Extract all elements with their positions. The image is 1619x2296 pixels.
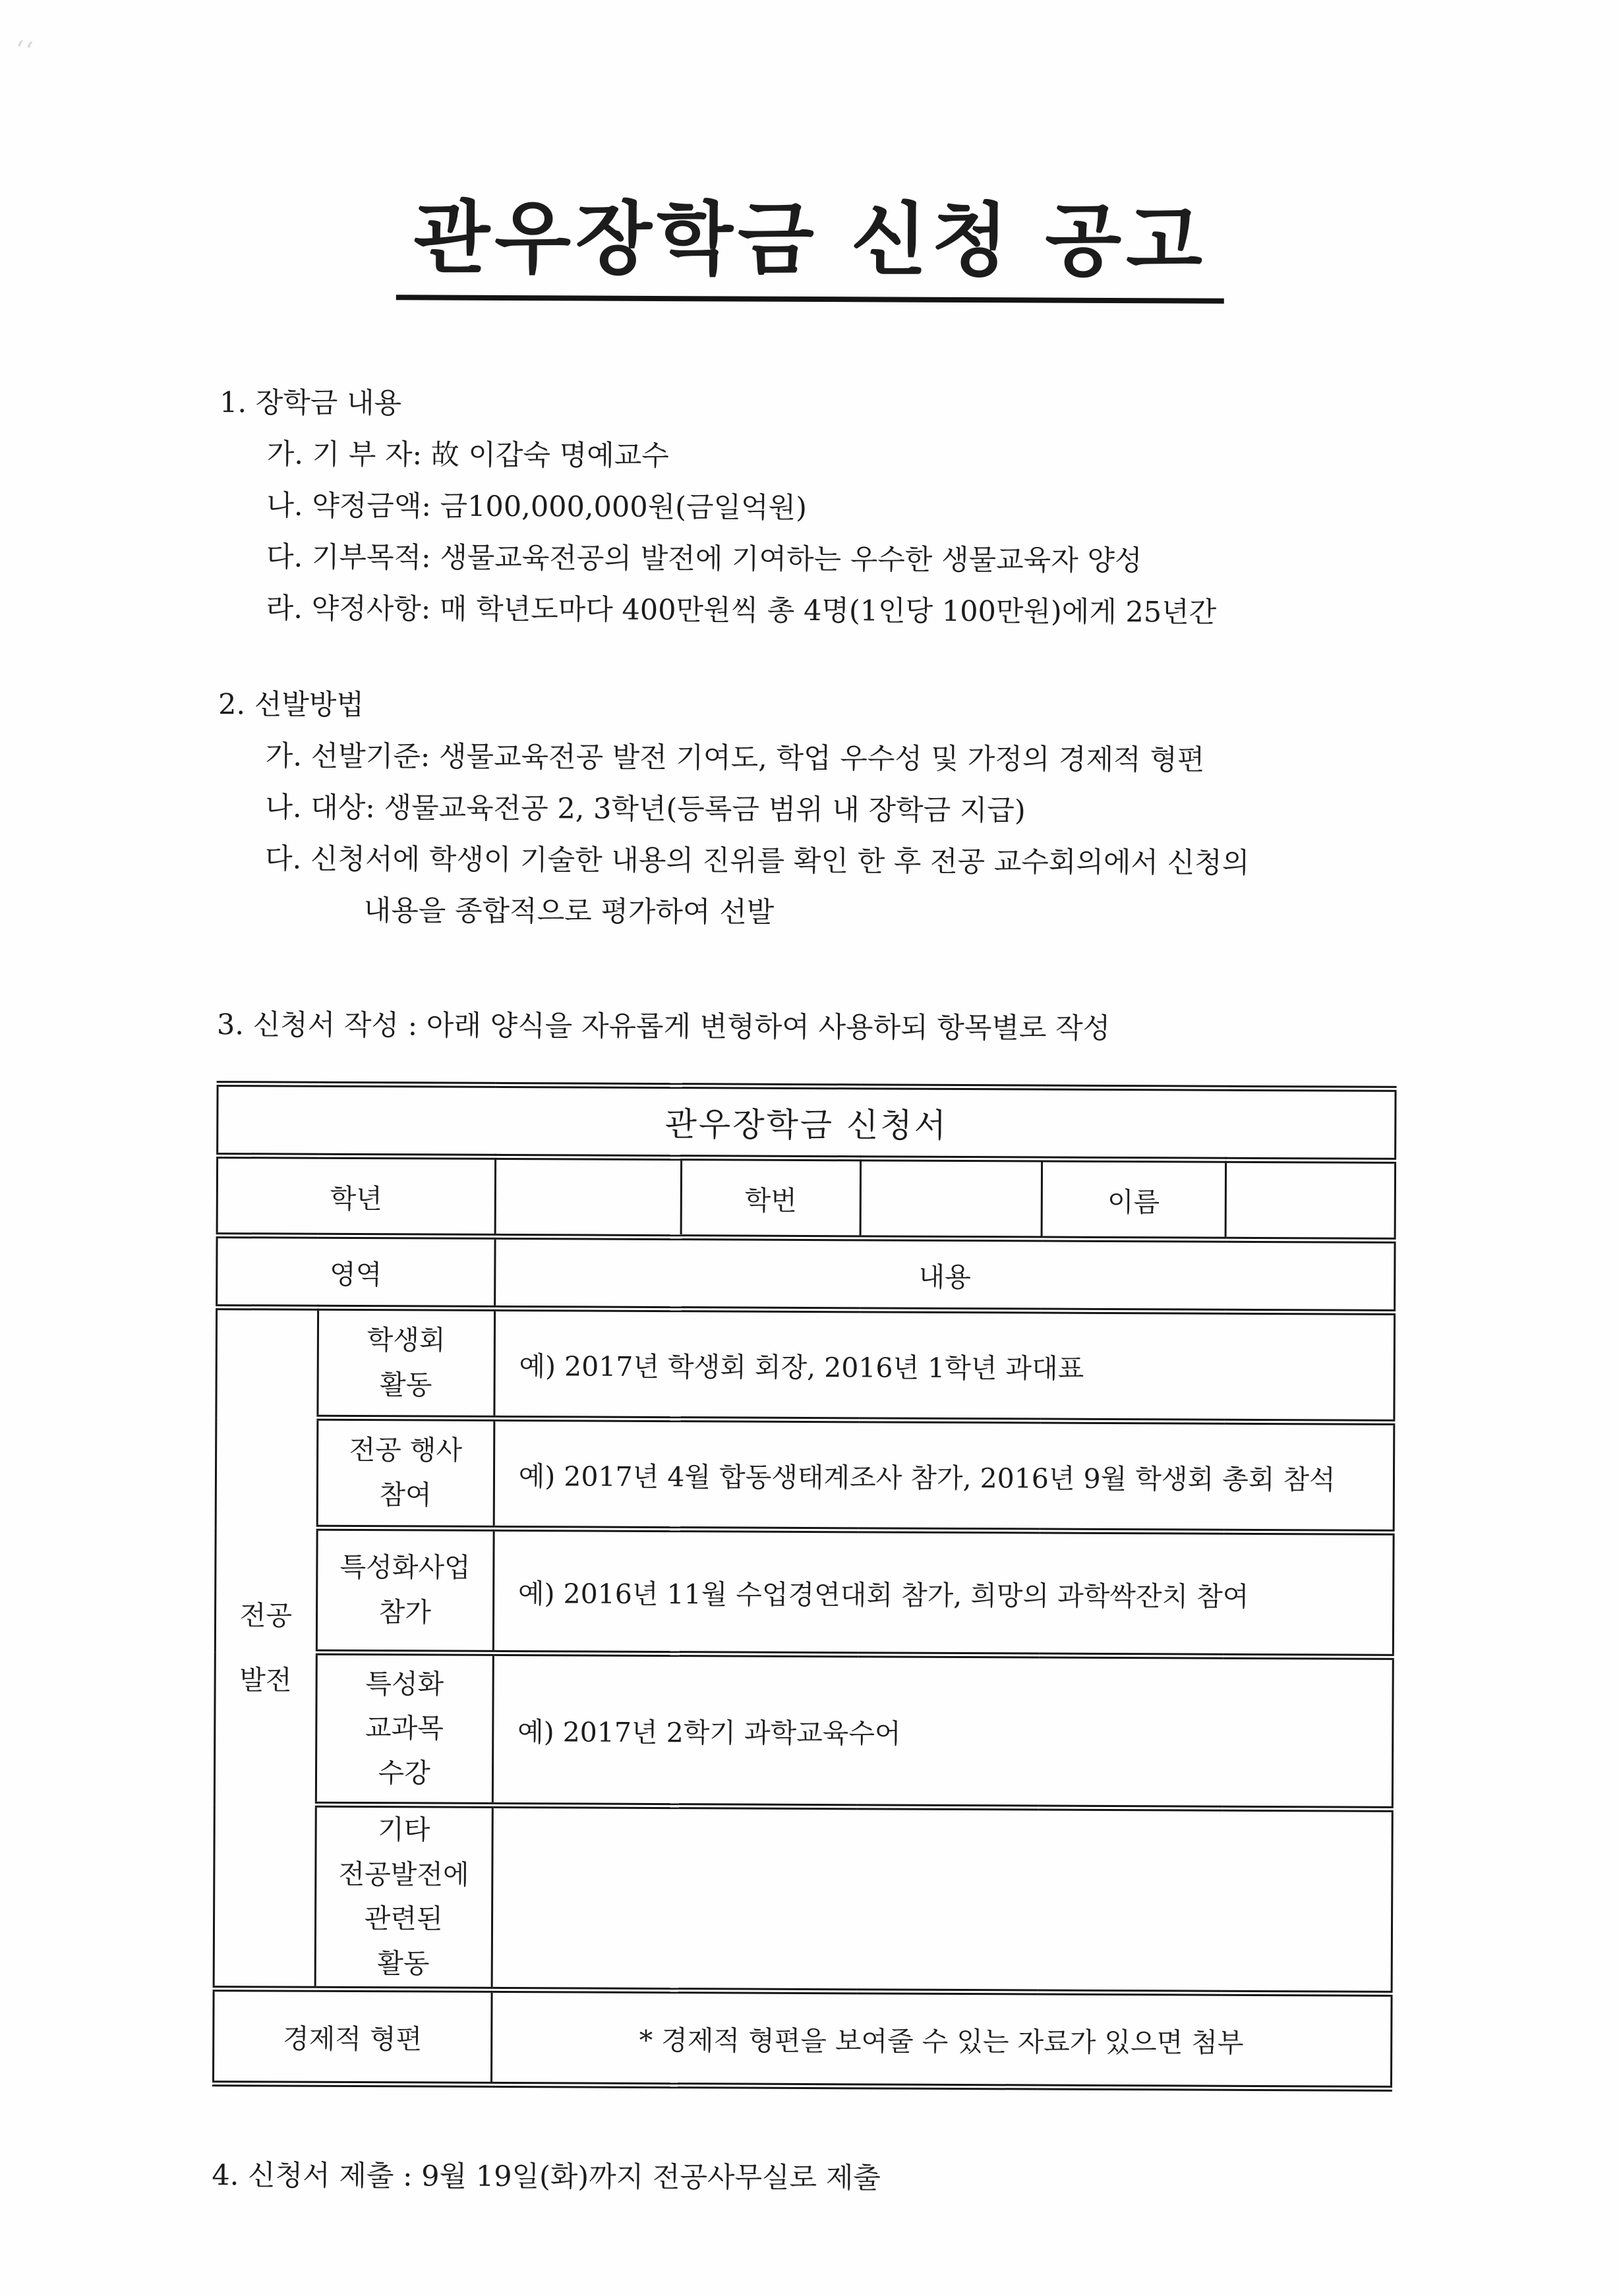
form-info-row <box>217 1156 1396 1241</box>
form-column-header-row <box>217 1236 1395 1313</box>
row-label-cell: 전공 행사 참여 <box>317 1418 494 1528</box>
row-content-cell <box>492 1805 1392 1994</box>
section-submission <box>212 2150 1392 2206</box>
section-heading: 3. 신청서 작성 : 아래 양식을 자유롭게 변형하여 사용하되 항목별로 작성 <box>216 1008 1111 1045</box>
form-row-specialization-course <box>214 1652 1393 1810</box>
row-content-cell: 예) 2017년 학생회 회장, 2016년 1학년 과대표 <box>494 1308 1395 1422</box>
economic-label-cell: 경제적 형편 <box>213 1988 491 2084</box>
section-item-list <box>218 730 1398 941</box>
list-item: 다. 신청서에 학생이 기술한 내용의 진위를 확인 한 후 전공 교수회의에서 신청의 <box>264 842 1250 880</box>
list-item: 가. 기 부 자: 故 이갑숙 명예교수 <box>266 438 669 473</box>
economic-content-cell: * 경제적 형편을 보여줄 수 있는 자료가 있으면 첨부 <box>491 1990 1392 2088</box>
grade-label-cell: 학년 <box>217 1156 495 1237</box>
student-id-value-cell <box>860 1159 1042 1239</box>
row-content-cell: 예) 2017년 4월 합동생태계조사 참가, 2016년 9월 학생회 총회 참석 <box>494 1418 1394 1532</box>
document-title: 관우장학금 신청 공고 <box>396 190 1225 303</box>
section-heading: 2. 선발방법 <box>218 688 365 722</box>
row-label-cell: 학생회 활동 <box>318 1307 495 1418</box>
form-row-major-events <box>216 1418 1394 1533</box>
section-form-instructions <box>217 999 1397 1056</box>
scan-artifact: ‘‘ <box>12 35 36 68</box>
section-scholarship-details <box>219 377 1400 639</box>
form-title: 관우장학금 신청서 <box>218 1084 1396 1161</box>
major-development-group-cell: 전공 발전 <box>214 1307 318 1989</box>
form-row-other-activities <box>214 1804 1392 1994</box>
form-title-row <box>218 1084 1396 1161</box>
list-item: 나. 대상: 생물교육전공 2, 3학년(등록금 범위 내 장학금 지급) <box>265 791 1026 828</box>
title-block <box>220 190 1401 304</box>
application-form-table <box>212 1081 1397 2091</box>
form-row-economic-status <box>213 1988 1392 2088</box>
list-item: 다. 기부목적: 생물교육전공의 발전에 기여하는 우수한 생물교육자 양성 <box>266 540 1142 578</box>
row-content-cell: 예) 2016년 11월 수업경연대회 참가, 희망의 과학싹잔치 참여 <box>493 1528 1394 1657</box>
name-value-cell <box>1225 1160 1396 1240</box>
list-item: 가. 선발기준: 생물교육전공 발전 기여도, 학업 우수성 및 가정의 경제적 형편 <box>265 739 1205 777</box>
student-id-label-cell: 학번 <box>681 1158 860 1238</box>
list-item-continuation: 내용을 종합적으로 평가하여 선발 <box>363 894 775 929</box>
area-header-cell: 영역 <box>217 1236 495 1309</box>
row-label-cell: 기타 전공발전에 관련된 활동 <box>315 1804 492 1990</box>
form-row-student-council <box>216 1307 1395 1423</box>
section-selection-method <box>218 679 1399 941</box>
row-content-cell: 예) 2017년 2학기 과학교육수어 <box>492 1653 1393 1809</box>
row-label-cell: 특성화 교과목 수강 <box>316 1652 493 1805</box>
list-item: 라. 약정사항: 매 학년도마다 400만원씩 총 4명(1인당 100만원)에게 25년간 <box>266 592 1217 629</box>
section-heading: 4. 신청서 제출 : 9월 19일(화)까지 전공사무실로 제출 <box>212 2158 881 2195</box>
form-row-specialization-program <box>215 1528 1394 1657</box>
section-item-list <box>219 428 1399 639</box>
list-item: 나. 약정금액: 금100,000,000원(금일억원) <box>266 489 808 525</box>
content-header-cell: 내용 <box>494 1236 1395 1312</box>
row-label-cell: 특성화사업 참가 <box>316 1528 494 1653</box>
section-heading: 1. 장학금 내용 <box>219 386 402 420</box>
name-label-cell: 이름 <box>1042 1159 1225 1240</box>
grade-value-cell <box>495 1157 682 1237</box>
